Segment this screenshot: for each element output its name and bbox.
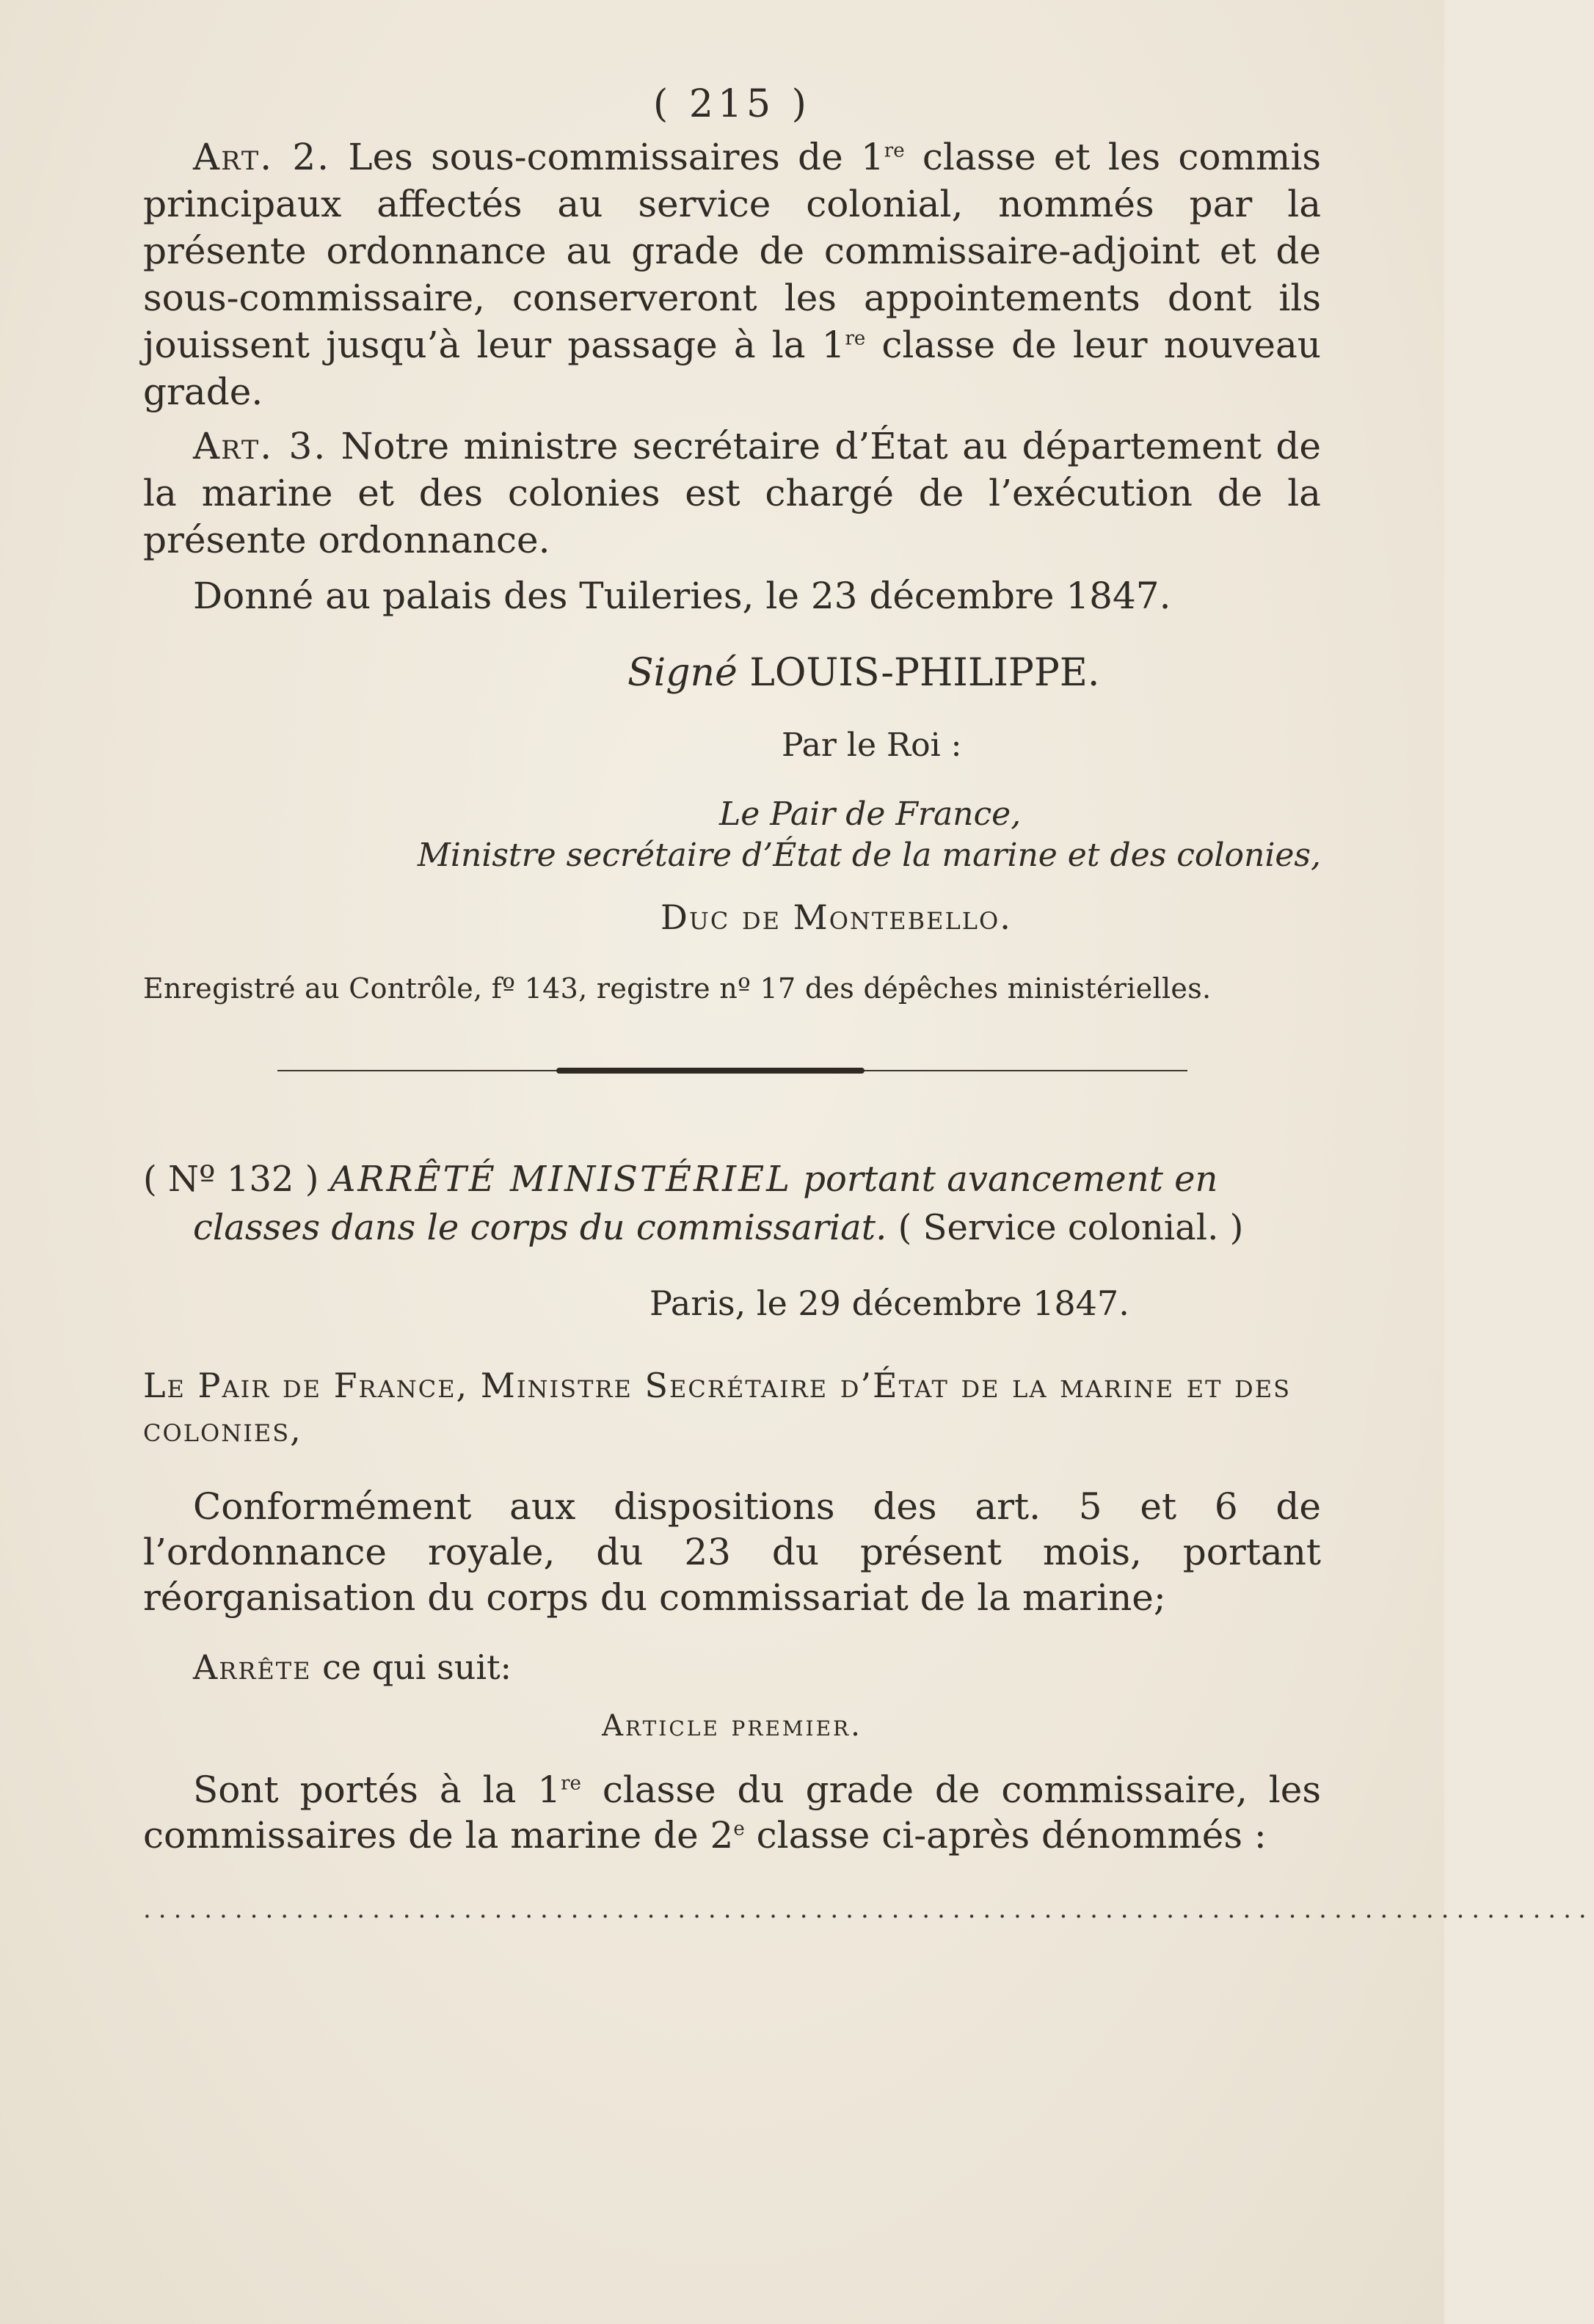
signature-line (143, 649, 1321, 697)
decree-service: ( Service colonial. ) (887, 1207, 1244, 1248)
given-at-line: Donné au palais des Tuileries, le 23 décembre 1847. (193, 575, 1171, 617)
final-text-1: Sont portés à la 1 (193, 1769, 561, 1811)
arrete-line (143, 1645, 1321, 1689)
article-2-text-1: Les sous-commissaires de 1 (330, 136, 884, 178)
arrete-label: Arrête (193, 1647, 312, 1687)
article-3-label: Art. 3. (193, 425, 327, 467)
final-sup-2: e (733, 1818, 745, 1840)
final-paragraph (143, 1767, 1321, 1858)
decree-heading-line-2 (143, 1207, 1243, 1248)
minister-heading: Le Pair de France, Ministre Secrétaire d’État de la marine et des colonies, (143, 1366, 1291, 1449)
article-2-sup-1: re (884, 139, 905, 162)
par-le-roi-line: Par le Roi : (782, 726, 962, 764)
article-2-label: Art. 2. (193, 136, 331, 178)
decree-subject-2: classes dans le corps du commissariat. (193, 1207, 887, 1248)
place-and-date: Paris, le 29 décembre 1847. (649, 1283, 1129, 1323)
article-3-text: Notre ministre secrétaire d’État au département de la marine et des colonies est chargé de l’exécution de la présente ordonnance. (143, 425, 1321, 561)
final-text-3: classe ci-après dénommés : (744, 1814, 1267, 1857)
final-text-2: classe du grade de commissaire, les commissaires de la marine de 2 (143, 1769, 1321, 1857)
decree-subject-1: portant avancement en (792, 1159, 1218, 1200)
decree-heading (143, 1155, 1321, 1252)
section-separator (277, 1066, 1187, 1076)
signed-prefix: Signé (627, 651, 738, 695)
registration-note: Enregistré au Contrôle, fº 143, registre nº 17 des dépêches ministérielles. (143, 972, 1212, 1005)
page-number: ( 215 ) (653, 82, 811, 126)
article-2-text-2: classe et les commis principaux affectés au service colonial, nommés par la présente ordonnance au grade de commissaire-adjoint et de sous-commissaire, conserveront les appointements dont ils jouissent jusqu’à leur passage à la 1 (143, 136, 1321, 366)
pair-de-france-line: Le Pair de France, (719, 795, 1022, 833)
decree-number: ( Nº 132 ) (143, 1159, 319, 1200)
article-2-sup-2: re (845, 327, 866, 350)
article-premier-heading: Article premier. (602, 1709, 862, 1743)
decree-type: ARRÊTÉ MINISTÉRIEL (330, 1159, 793, 1200)
article-2-paragraph (143, 134, 1321, 415)
article-2-text-3: classe de leur nouveau grade. (143, 324, 1321, 413)
page-content (143, 82, 1594, 1924)
dotted-leader-line: ............................................................................................... (143, 1895, 1594, 1924)
separator-thick-rule (556, 1068, 865, 1074)
arrete-rest: ce qui suit: (311, 1647, 512, 1687)
duc-de-montebello-line: Duc de Montebello. (660, 897, 1012, 937)
signatory-name: LOUIS-PHILIPPE. (749, 651, 1100, 695)
minister-title-line: Ministre secrétaire d’État de la marine et des colonies, (417, 837, 1321, 874)
conformement-paragraph: Conformément aux dispositions des art. 5 et 6 de l’ordonnance royale, du 23 du présent mois, portant réorganisation du corps du commissariat de la marine; (143, 1485, 1321, 1619)
article-3-paragraph (143, 423, 1321, 564)
final-sup-1: re (561, 1772, 581, 1795)
